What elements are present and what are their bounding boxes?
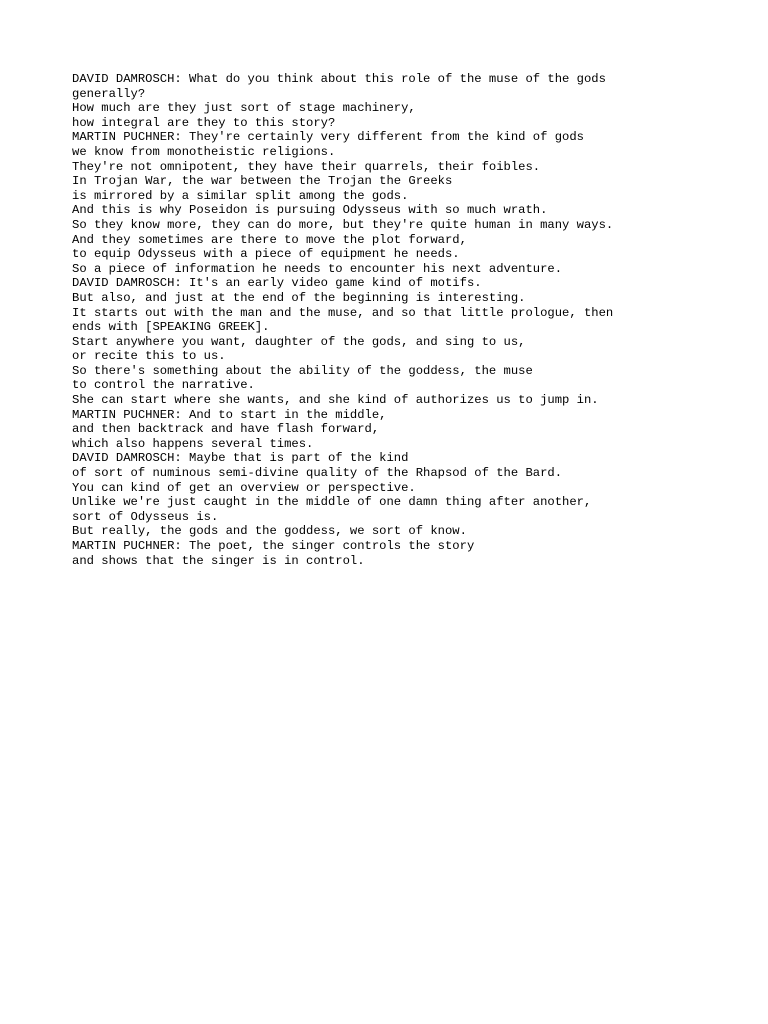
transcript-line: But really, the gods and the goddess, we sort of know.: [72, 524, 467, 539]
transcript-line: Unlike we're just caught in the middle of one damn thing after another,: [72, 495, 592, 510]
transcript-line: MARTIN PUCHNER: They're certainly very different from the kind of gods: [72, 130, 584, 145]
transcript-line: MARTIN PUCHNER: The poet, the singer controls the story: [72, 539, 475, 553]
transcript-line: So they know more, they can do more, but they're quite human in many ways.: [72, 217, 614, 232]
transcript-line: So a piece of information he needs to encounter his next adventure.: [72, 261, 563, 276]
transcript-line: sort of Odysseus is.: [72, 509, 219, 524]
transcript-line: which also happens several times.: [72, 436, 314, 451]
transcript-line: of sort of numinous semi-divine quality of the Rhapsod of the Bard.: [72, 466, 563, 481]
transcript-line: And they sometimes are there to move the plot forward,: [72, 232, 467, 247]
transcript-line: how integral are they to this story?: [72, 115, 336, 130]
transcript-page: [72, 72, 692, 568]
transcript-line: How much are they just sort of stage machinery,: [72, 101, 416, 116]
transcript-line: we know from monotheistic religions.: [72, 144, 336, 159]
transcript-line: to equip Odysseus with a piece of equipment he needs.: [72, 247, 460, 262]
transcript-line: or recite this to us.: [72, 349, 226, 364]
transcript-line: DAVID DAMROSCH: Maybe that is part of the kind: [72, 451, 409, 466]
transcript-line: and then backtrack and have flash forward,: [72, 422, 380, 437]
transcript-line: And this is why Poseidon is pursuing Odysseus with so much wrath.: [72, 203, 548, 218]
transcript-line: In Trojan War, the war between the Trojan the Greeks: [72, 174, 453, 189]
transcript-line: is mirrored by a similar split among the gods.: [72, 188, 409, 203]
transcript-line: generally?: [72, 86, 146, 101]
transcript-line: DAVID DAMROSCH: What do you think about this role of the muse of the gods: [72, 72, 606, 86]
transcript-line: DAVID DAMROSCH: It's an early video game kind of motifs.: [72, 276, 482, 291]
transcript-line: They're not omnipotent, they have their quarrels, their foibles.: [72, 159, 541, 174]
transcript-line: Start anywhere you want, daughter of the gods, and sing to us,: [72, 334, 526, 349]
transcript-line: But also, and just at the end of the beginning is interesting.: [72, 290, 526, 305]
transcript-line: It starts out with the man and the muse, and so that little prologue, then: [72, 305, 614, 320]
transcript-line: ends with [SPEAKING GREEK].: [72, 320, 270, 335]
transcript-line: You can kind of get an overview or perspective.: [72, 480, 416, 495]
transcript-line: So there's something about the ability of the goddess, the muse: [72, 363, 533, 378]
transcript-line: and shows that the singer is in control.: [72, 553, 365, 568]
transcript-line: She can start where she wants, and she kind of authorizes us to jump in.: [72, 393, 599, 408]
transcript-line: MARTIN PUCHNER: And to start in the middle,: [72, 407, 387, 422]
transcript-line: to control the narrative.: [72, 378, 255, 393]
